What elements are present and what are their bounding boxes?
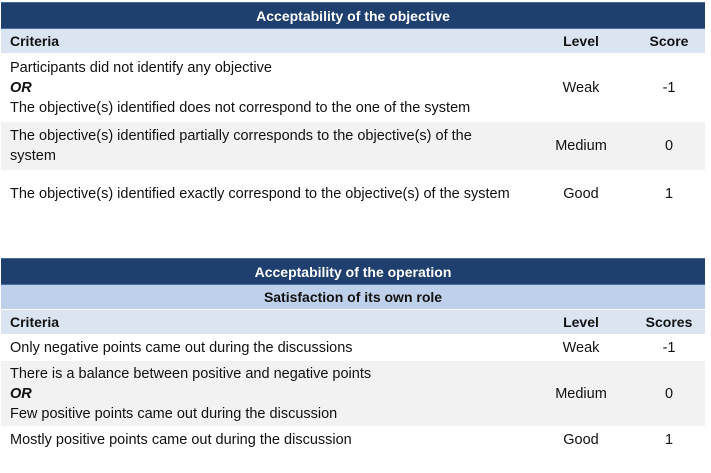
column-header-row <box>1 29 705 54</box>
table-row <box>1 426 705 453</box>
criteria-text: Participants did not identify any objective <box>10 59 272 76</box>
or-connector: OR <box>10 385 32 402</box>
criteria-text: There is a balance between positive and negative points <box>10 365 372 382</box>
level-cell: Good <box>529 426 633 453</box>
criteria-column-header: Criteria <box>1 29 529 54</box>
score-cell: 1 <box>633 170 705 218</box>
criteria-cell <box>1 53 529 122</box>
criteria-cell <box>1 361 529 426</box>
table-row <box>1 122 705 170</box>
score-cell: -1 <box>633 334 705 361</box>
table-title: Acceptability of the objective <box>1 3 705 29</box>
criteria-text: Few positive points came out during the discussion <box>10 405 338 422</box>
criteria-cell: Only negative points came out during the discussions <box>1 334 529 361</box>
table-row <box>1 170 705 218</box>
criteria-text: The objective(s) identified does not correspond to the one of the system <box>10 99 471 116</box>
score-column-header: Scores <box>633 310 705 335</box>
level-cell: Medium <box>529 122 633 170</box>
level-cell: Medium <box>529 361 633 426</box>
table-title-row <box>1 3 705 29</box>
table-row <box>1 53 705 122</box>
table-row <box>1 361 705 426</box>
level-cell: Good <box>529 170 633 218</box>
objective-acceptability-table <box>1 2 705 218</box>
level-column-header: Level <box>529 310 633 335</box>
table-title-row <box>1 259 705 285</box>
table-subtitle-row <box>1 285 705 310</box>
or-connector: OR <box>10 79 32 96</box>
score-cell: 0 <box>633 122 705 170</box>
column-header-row <box>1 310 705 335</box>
criteria-column-header: Criteria <box>1 310 529 335</box>
criteria-cell: The objective(s) identified exactly correspond to the objective(s) of the system <box>1 170 529 218</box>
score-cell: 0 <box>633 361 705 426</box>
operation-acceptability-table <box>1 258 705 453</box>
criteria-cell: Mostly positive points came out during the discussion <box>1 426 529 453</box>
level-cell: Weak <box>529 53 633 122</box>
score-column-header: Score <box>633 29 705 54</box>
score-cell: -1 <box>633 53 705 122</box>
score-cell: 1 <box>633 426 705 453</box>
criteria-cell: The objective(s) identified partially corresponds to the objective(s) of the system <box>1 122 529 170</box>
table-subtitle: Satisfaction of its own role <box>1 285 705 310</box>
level-column-header: Level <box>529 29 633 54</box>
table-title: Acceptability of the operation <box>1 259 705 285</box>
level-cell: Weak <box>529 334 633 361</box>
table-row <box>1 334 705 361</box>
